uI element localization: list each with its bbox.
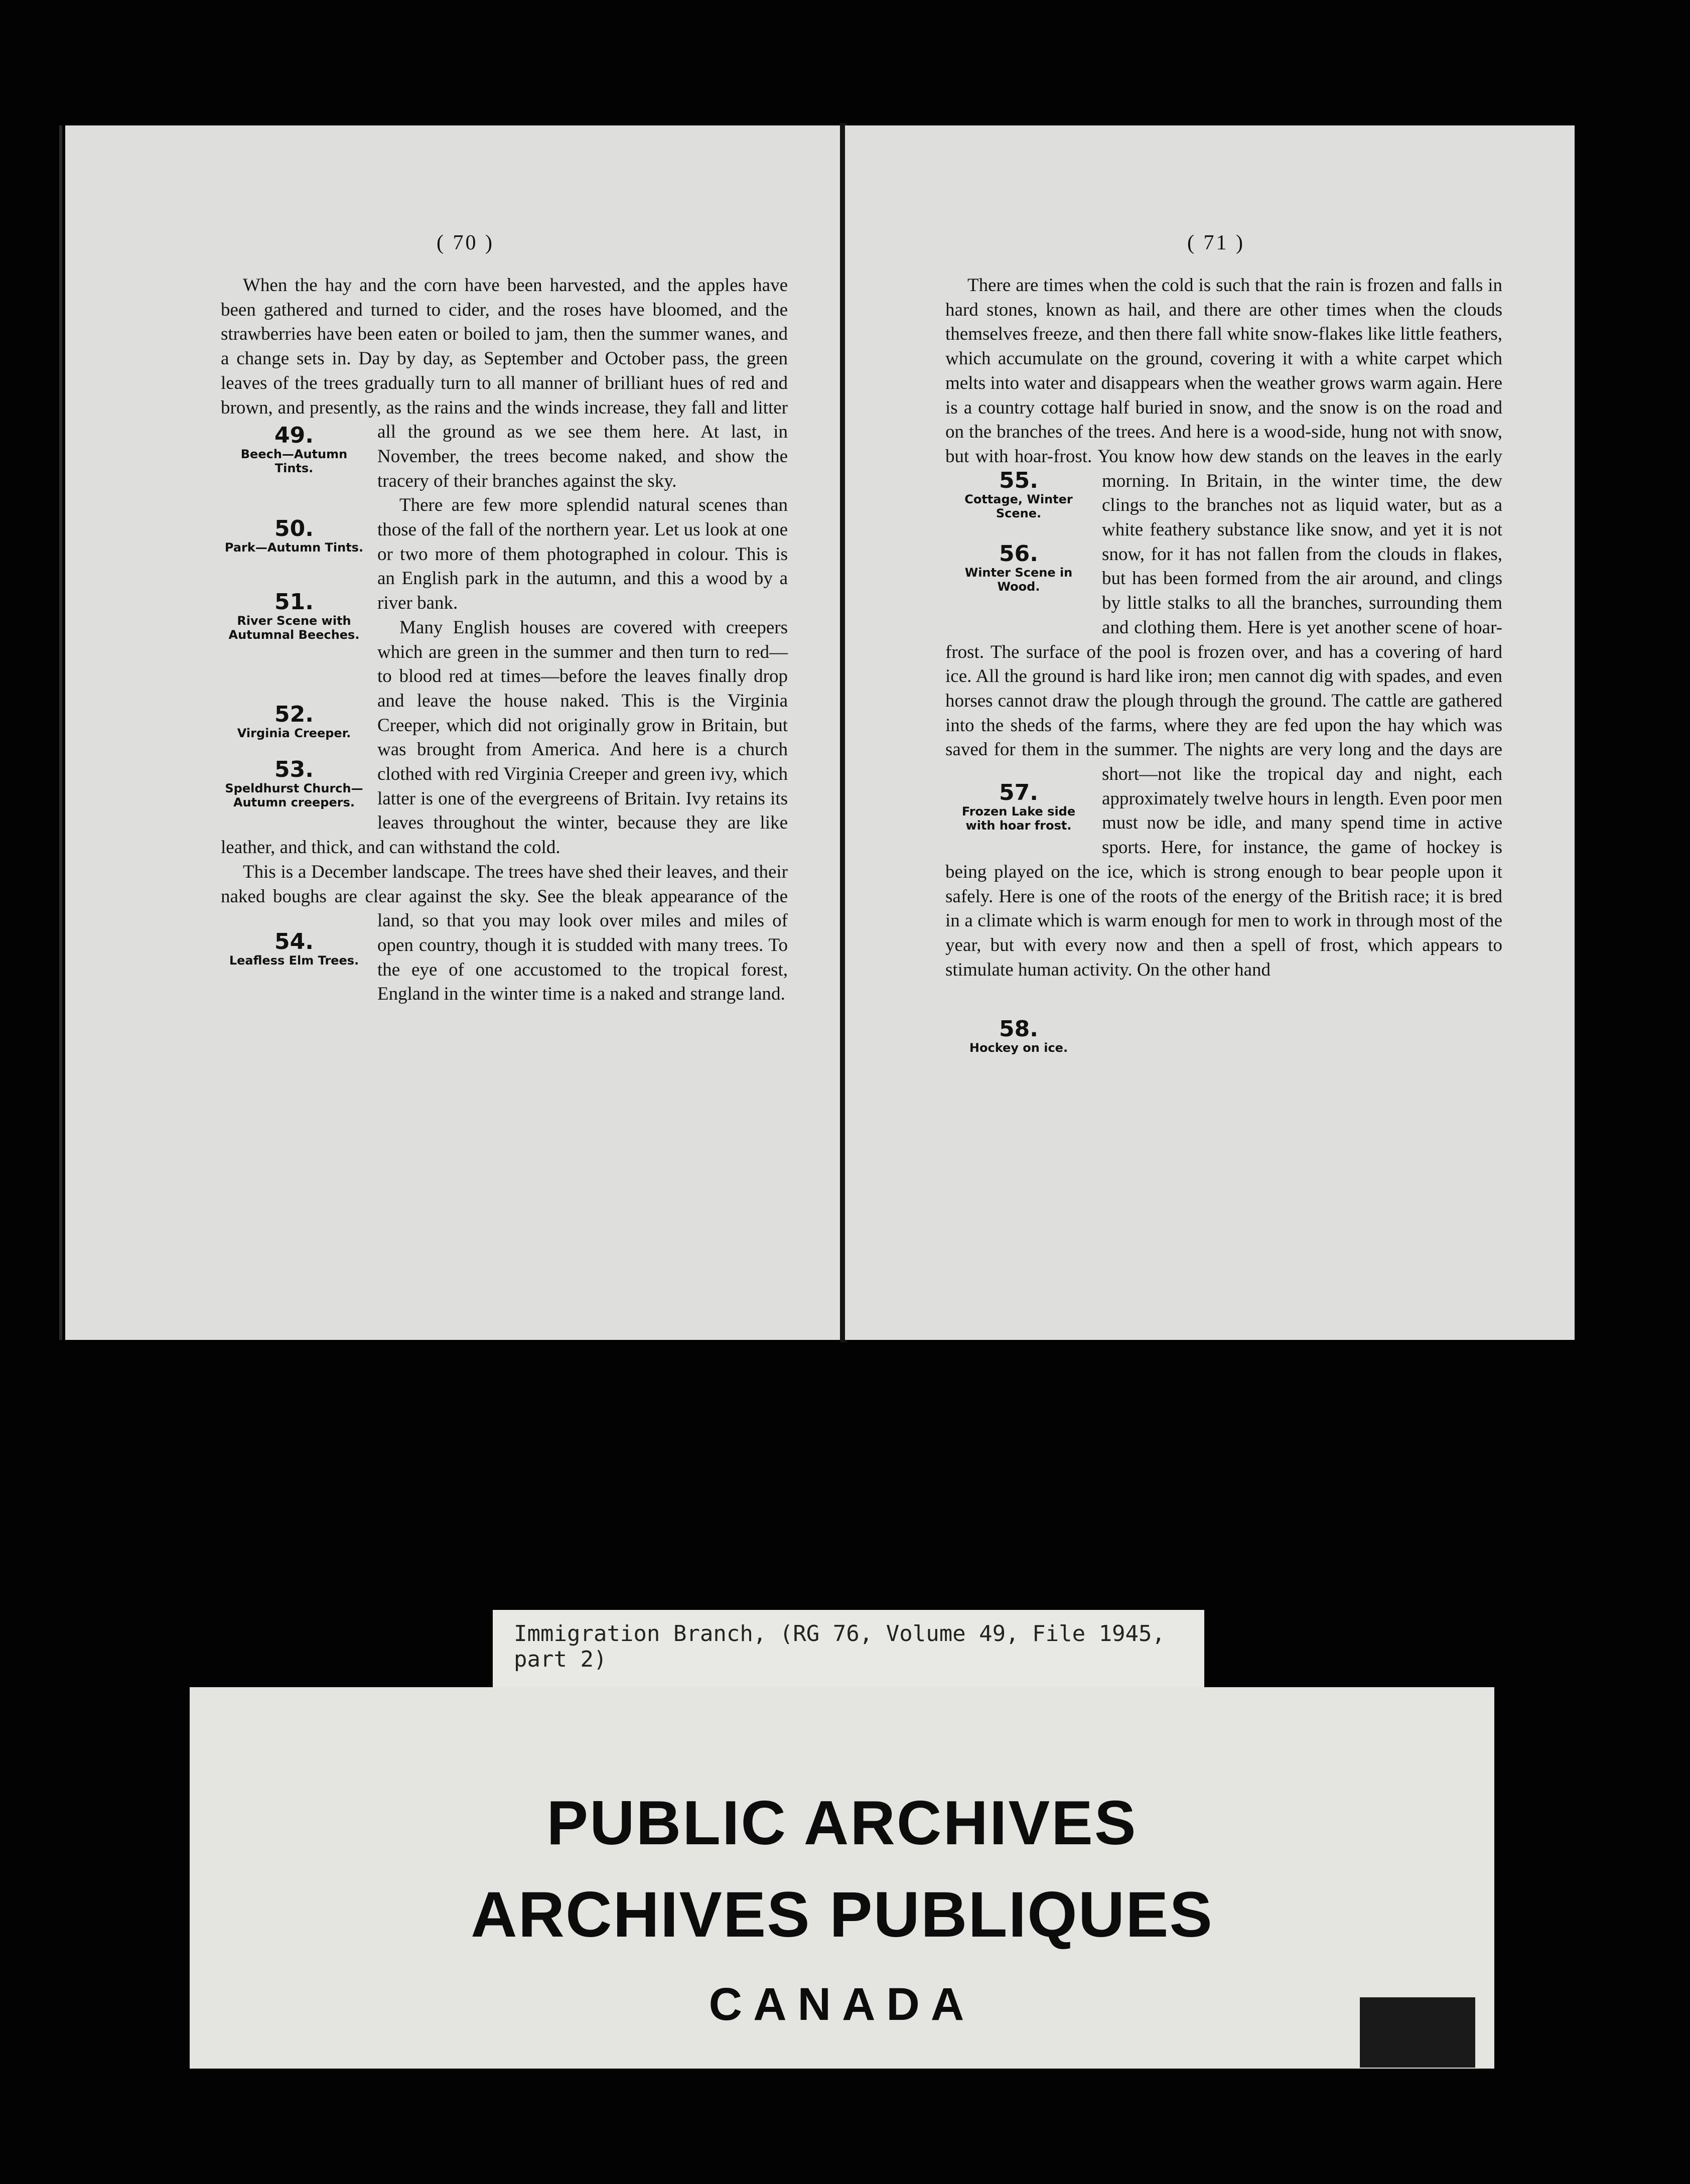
archives-stamp: [190, 1687, 1494, 2069]
figure-caption: Frozen Lake side with hoar frost.: [961, 804, 1076, 833]
figure-caption: River Scene with Autumnal Beeches.: [228, 614, 360, 642]
figure-caption: Speldhurst Church—Autumn creepers.: [225, 781, 363, 809]
paragraph: There are few more splendid natural scenes than those of the fall of the northern year. Let us look at one or two more of them photographed in colour. This is an English park in the autumn, and this a wood by a river bank.: [377, 495, 788, 614]
figure-number: 53.: [274, 757, 314, 782]
figure-label: [945, 469, 1092, 542]
figure-number: 55.: [999, 468, 1038, 493]
left-page-text: [221, 274, 788, 1007]
figure-label: [945, 1018, 1092, 1091]
figure-caption: Leafless Elm Trees.: [229, 953, 359, 968]
figure-label: [221, 517, 367, 591]
figure-label: [221, 591, 367, 668]
figure-caption: Hockey on ice.: [969, 1041, 1068, 1055]
figure-number: 51.: [274, 589, 314, 615]
figure-label: [221, 703, 367, 758]
stamp-line: PUBLIC ARCHIVES: [546, 1789, 1138, 1858]
paragraph: Many English houses are covered with creepers which are green in the summer and then turn to red—to blood red at times—before the leaves finally drop and leave the house naked. This is the Virginia Creeper, which did not originally grow in Britain, but was brought from America. And here is a church clothed with red Virginia Creeper and green ivy, which latter is one of the evergreens of Britain. Ivy retains its leaves throughout the winter, because they are like leather, and thick, and can withstand the cold.: [221, 617, 788, 858]
figure-label: [221, 930, 367, 1004]
figure-label: [945, 781, 1092, 855]
figure-number: 52.: [274, 702, 314, 727]
shadow: [1360, 1997, 1475, 2068]
archive-reference-label: Immigration Branch, (RG 76, Volume 49, File 1945, part 2): [493, 1610, 1204, 1710]
figure-caption: Cottage, Winter Scene.: [964, 492, 1073, 520]
paragraph: When the hay and the corn have been harvested, and the apples have been gathered and turned to cider, and the roses have bloomed, and the strawberries have been eaten or boiled to jam, then the summer wanes, and a change sets in. Day by day, as September and October pass, the green leaves of the trees gradually turn to all manner of brilliant hues of red and brown, and presently, as the rains and the winds increase, they fall and litter all the ground as we see them here. At last, in November, the trees become naked, and show the tracery of their branches against the sky.: [221, 275, 788, 491]
figure-number: 56.: [999, 541, 1038, 567]
page-edge: [59, 125, 62, 1340]
figure-caption: Park—Autumn Tints.: [224, 540, 364, 555]
figure-number: 54.: [274, 928, 314, 954]
figure-number: 49.: [274, 423, 314, 448]
page-number: ( 70 ): [437, 231, 494, 254]
figure-number: 50.: [274, 516, 314, 541]
stamp-line: ARCHIVES PUBLIQUES: [471, 1879, 1213, 1951]
figure-number: 57.: [999, 780, 1038, 805]
page-number: ( 71 ): [1187, 231, 1245, 254]
figure-label: [221, 424, 367, 497]
figure-caption: Beech—Autumn Tints.: [240, 447, 348, 475]
figure-number: 58.: [999, 1016, 1038, 1042]
figure-caption: Virginia Creeper.: [237, 726, 351, 740]
figure-label: [221, 758, 367, 832]
paragraph: This is a December landscape. The trees have shed their leaves, and their naked boughs are clear against the sky. See the bleak appearance of the land, so that you may look over miles and miles of open country, though it is studded with many trees. To the eye of one accustomed to the tropical forest, England in the winter time is a naked and strange land.: [221, 861, 788, 1005]
stamp-line: CANADA: [709, 1979, 975, 2030]
right-page: [845, 125, 1575, 1340]
right-page-text: [945, 274, 1502, 1091]
figure-caption: Winter Scene in Wood.: [964, 566, 1073, 594]
figure-label: [945, 542, 1092, 616]
left-page: [65, 125, 843, 1340]
paragraph: There are times when the cold is such that the rain is frozen and falls in hard stones, known as hail, and there are other times when the clouds themselves freeze, and then there fall white snow-flakes like little feathers, which accumulate on the ground, covering it with a white carpet which melts into water and disappears when the weather grows warm again. Here is a country cottage half buried in snow, and the snow is on the road and on the branches of the trees. And here is a wood-side, hung not with snow, but with hoar-frost. You know how dew stands on the leaves in the early morning. In Britain, in the winter time, the dew clings to the branches not as liquid water, but as a white feathery substance like snow, and yet it is not snow, for it has not fallen from the clouds in flakes, but has been formed from the air around, and clings by little stalks to all the branches, surrounding them and clothing them. Here is yet another scene of hoar-frost. The surface of the pool is frozen over, and has a covering of hard ice. All the ground is hard like iron; men cannot dig with spades, and even horses cannot draw the plough through the ground. The cattle are gathered into the sheds of the farms, where they are fed upon the hay which was saved for them in the summer. The nights are very long and the days are short—not like the tropical day and night, each approximately twelve hours in length. Even poor men must now be idle, and many spend time in active sports. Here, for instance, the game of hockey is being played on the ice, which is strong enough to bear people upon it safely. Here is one of the roots of the energy of the British race; it is bred in a climate which is warm enough for men to work in through most of the year, but with every now and then a spell of frost, which appears to stimulate human activity. On the other hand: [945, 275, 1502, 980]
